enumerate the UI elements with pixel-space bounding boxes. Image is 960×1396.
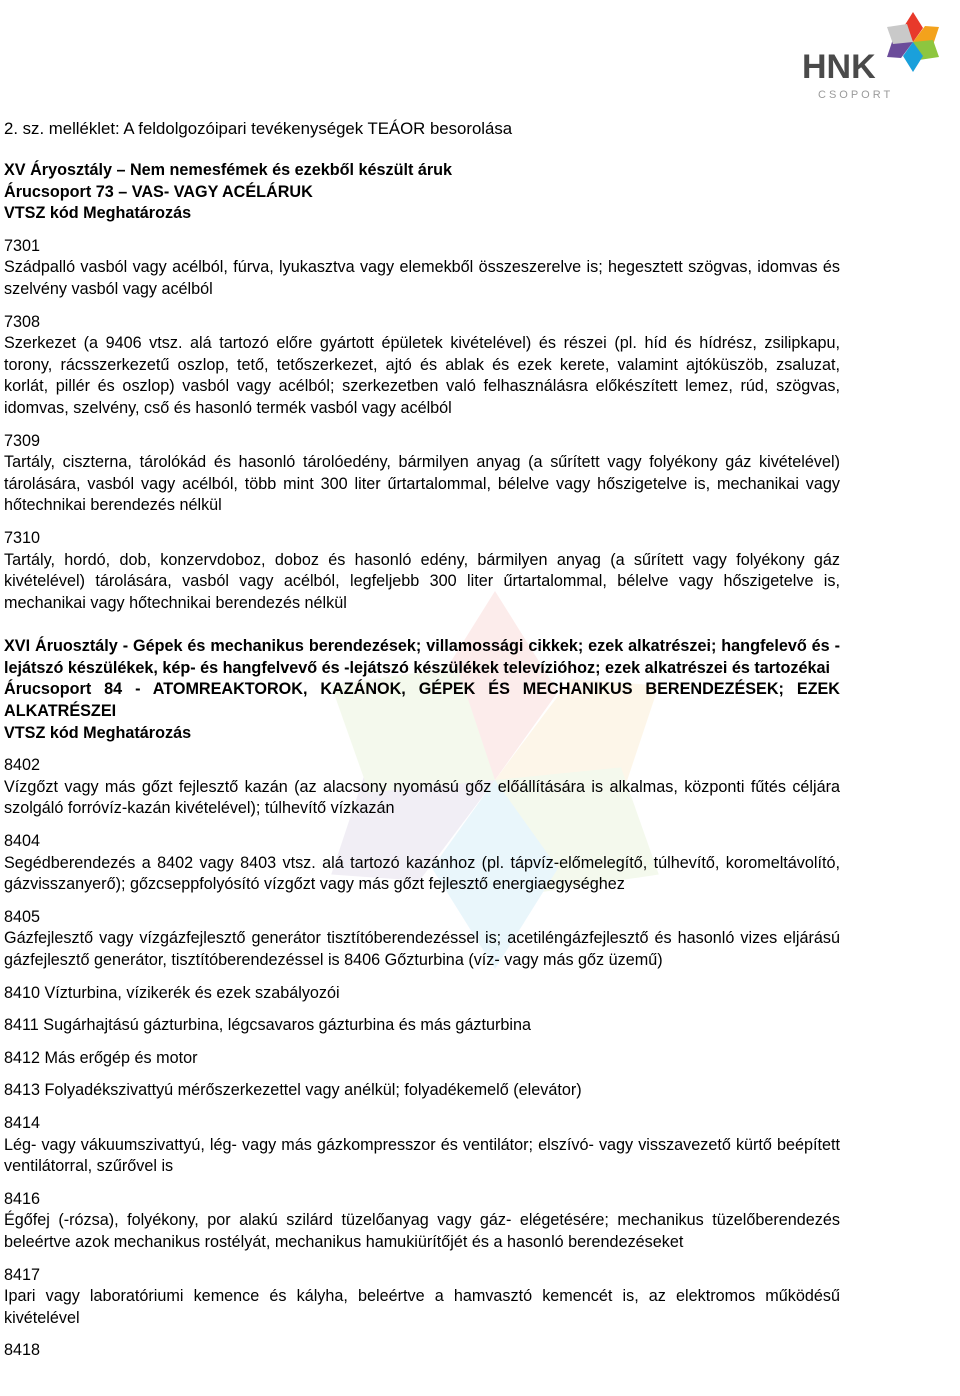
entry-code: 7301 xyxy=(4,236,41,255)
section-xv-heading: XV Árуosztály – Nem nemesfémek és ezekből készült áruk xyxy=(4,161,453,179)
entry-code: 8414 xyxy=(4,1113,41,1132)
entry-description: Szádpalló vasból vagy acélból, fúrva, lyukasztva vagy elemekből összeszerelve is; hegesztett szögvas, idomvas és szelvény vasból vagy acélból xyxy=(4,258,840,298)
entry xyxy=(4,312,840,420)
document-title: 2. sz. melléklet: A feldolgozóipari tevékenységek TEÁOR besorolása xyxy=(4,119,513,138)
entry xyxy=(4,1265,840,1330)
entry xyxy=(4,1189,840,1254)
entry-description: Gázfejlesztő vagy vízgázfejlesztő generátor tisztítóberendezéssel is; acetiléngázfejlesztő és hasonló vizes eljárású gázfejlesztő generátor, tisztítóberendezéssel is 8406 Gőzturbina (víz- vagy más gőz üzemű) xyxy=(4,929,840,969)
entry-description: Vízgőzt vagy más gőzt fejlesztő kazán (az alacsony nyomású gőz előállítására is alkalmas, központi fűtés céljára szolgáló forróvíz-kazán kivételével); túlhevítő vízkazán xyxy=(4,777,840,818)
section-xvi-group: Árucsoport 84 - ATOMREAKTOROK, KAZÁNOK, GÉPEK ÉS MECHANIKUS BERENDEZÉSEK; EZEK ALKATRÉSZEI xyxy=(4,680,840,721)
entry xyxy=(4,1048,840,1070)
entry-description: Tartály, hordó, dob, konzervdoboz, doboz és hasonló edény, bármilyen anyag (a sűrített vagy folyékony gáz kivételével) tárolására, vasból vagy acélból, legfeljebb 300 liter űrtartalommal, bélelve vagy hőszigetelve is, mechanikai vagy hőtechnikai berendezés nélkül xyxy=(4,550,840,612)
entry xyxy=(4,431,840,517)
entry xyxy=(4,755,840,820)
company-logo xyxy=(788,2,958,106)
entry-code: 7308 xyxy=(4,312,41,331)
entry xyxy=(4,528,840,614)
section-xv-entries xyxy=(4,236,840,615)
entry xyxy=(4,907,840,972)
section-xvi-columns: VTSZ kód Meghatározás xyxy=(4,723,192,742)
entry xyxy=(4,1080,840,1102)
section-xvi-entries xyxy=(4,755,840,1362)
entry xyxy=(4,831,840,896)
section-xvi-heading: XVI Áruosztály - Gépek és mechanikus berendezések; villamossági cikkek; ezek alkatrészei; hangfelevő és -lejátszó készülékek, kép- és hangfelvevő és -lejátszó készülékek televízióhoz; ezek alkatrészei és tartozékai xyxy=(4,637,840,677)
logo-subtext: CSOPORT xyxy=(818,89,894,101)
entry xyxy=(4,1113,840,1178)
entry-code: 7309 xyxy=(4,431,41,450)
entry-code: 8418 xyxy=(4,1341,41,1360)
section-xv-columns: VTSZ kód Meghatározás xyxy=(4,204,192,223)
logo-text: HNK xyxy=(802,48,876,86)
entry-description: Lég- vagy vákuumszivattyú, lég- vagy más gázkompresszor és ventilátor; elszívó- vagy visszavezető kürtő beépített ventilátorral, szűrővel is xyxy=(4,1135,840,1176)
entry-description: Égőfej (-rózsa), folyékony, por alakú szilárd tüzelőanyag vagy gáz- elégetésére; mechanikus tüzelőberendezés beleértve azok mechanikus rostélyát, mechanikus hamukiürítőjét és a hasonló berendezéseket xyxy=(4,1211,840,1251)
entry xyxy=(4,236,840,301)
entry-code: 8417 xyxy=(4,1265,41,1284)
entry-description: Szerkezet (a 9406 vtsz. alá tartozó előre gyártott épületek kivételével) és részei (pl. híd és hídrész, zsilipkapu, torony, rácsszerkezetű oszlop, tető, tetőszerkezet, ajtó és ablak és ezek kerete, valamint ajtóküszöb, zsaluzat, korlát, pillér és oszlop) vasból vagy acélból; szerkezetben való felhasználásra előkészített lemez, rúd, szögvas, idomvas, szelvény, cső és hasonló termék vasból vagy acélból xyxy=(4,334,840,417)
entry-code: 8402 xyxy=(4,756,41,775)
entry xyxy=(4,1340,840,1362)
entry-code: 8404 xyxy=(4,832,41,851)
entry-code: 7310 xyxy=(4,528,41,547)
document-body xyxy=(4,118,840,1362)
entry-inline: 8412 Más erőgép és motor xyxy=(4,1048,198,1067)
entry-inline: 8410 Vízturbina, vízikerék és ezek szabályozói xyxy=(4,983,340,1002)
entry-description: Ipari vagy laboratóriumi kemence és kályha, beleértve a hamvasztó kemencét is, az elektromos működésű kivételével xyxy=(4,1287,840,1327)
entry xyxy=(4,983,840,1005)
entry-inline: 8411 Sugárhajtású gázturbina, légcsavaros gázturbina és más gázturbina xyxy=(4,1016,532,1035)
entry-description: Segédberendezés a 8402 vagy 8403 vtsz. alá tartozó kazánhoz (pl. tápvíz-előmelegítő, túlhevítő, koromeltávolító, gázvisszanyerő); gőzcseppfolyósító vízgőzt vagy más gőzt fejlesztő energiaegységhez xyxy=(4,853,840,894)
section-xv-group: Árucsoport 73 – VAS- VAGY ACÉLÁRUK xyxy=(4,182,313,201)
entry xyxy=(4,1015,840,1037)
entry-code: 8405 xyxy=(4,907,41,926)
entry-inline: 8413 Folyadékszivattyú mérőszerkezettel vagy anélkül; folyadékemelő (elevátor) xyxy=(4,1081,582,1100)
entry-description: Tartály, ciszterna, tárolókád és hasonló tárolóedény, bármilyen anyag (a sűrített vagy folyékony gáz kivételével) tárolására, vasból vagy acélból, több mint 300 liter űrtartalommal, bélelve vagy hőszigetelve is, mechanikai vagy hőtechnikai berendezés nélkül xyxy=(4,453,840,515)
entry-code: 8416 xyxy=(4,1189,41,1208)
